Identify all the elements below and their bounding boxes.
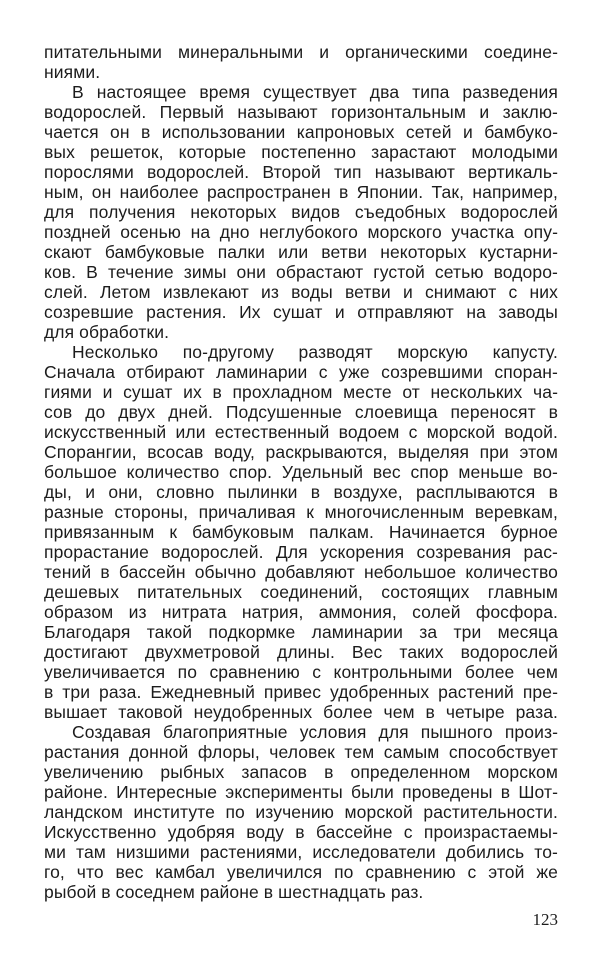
paragraph-first-line: Создавая благоприятные условия для пышного произ- [72,722,558,742]
text-line: вых решеток, которые постепенно зарастают молодыми [44,142,558,162]
text-line: созревшие растения. Их сушат и отправляют на заводы [44,302,558,322]
text-line: порослями водорослей. Второй тип называют вертикаль- [44,162,558,182]
text-line: ми там низшими растениями, исследователи добились то- [44,842,558,862]
text-line: образом из нитрата натрия, аммония, солей фосфора. [44,602,558,622]
text-line: ландском институте по изучению морской растительности. [44,802,558,822]
text-line: го, что вес камбал увеличился по сравнению с этой же [44,862,558,882]
text-line: районе. Интересные эксперименты были проведены в Шот- [44,782,558,802]
text-line: гиями и сушат их в прохладном месте от нескольких ча- [44,382,558,402]
text-line: увеличению рыбных запасов в определенном морском [44,762,558,782]
text-line: тений в бассейн обычно добавляют небольшое количество [44,562,558,582]
text-line: поздней осенью на дно неглубокого морского участка опу- [44,222,558,242]
page-number: 123 [532,910,558,929]
text-line: сов до двух дней. Подсушенные слоевища переносят в [44,402,558,422]
text-line: вышает таковой неудобренных более чем в четыре раза. [44,702,558,722]
text-line: растания донной флоры, человек тем самым способствует [44,742,558,762]
text-line: ды, и они, словно пылинки в воздухе, расплываются в [44,482,558,502]
text-line: достигают двухметровой длины. Вес таких водорослей [44,642,558,662]
text-line: разные стороны, причаливая к многочисленным веревкам, [44,502,558,522]
text-line: увеличивается по сравнению с контрольными более чем [44,662,558,682]
paragraph-first-line: Несколько по-другому разводят морскую капусту. [72,342,558,362]
text-line: Сначала отбирают ламинарии с уже созревшими споран- [44,362,558,382]
text-line: большое количество спор. Удельный вес спор меньше во- [44,462,558,482]
text-line: слей. Летом извлекают из воды ветви и снимают с них [44,282,558,302]
text-line: Искусственно удобряя воду в бассейне с произрастаемы- [44,822,558,842]
text-line: рыбой в соседнем районе в шестнадцать раз. [44,882,424,902]
text-line: питательными минеральными и органическими соедине- [44,42,558,62]
text-line: искусственный или естественный водоем с морской водой. [44,422,558,442]
text-line: Благодаря такой подкормке ламинарии за три месяца [44,622,558,642]
text-line: привязанным к бамбуковым палкам. Начинается бурное [44,522,558,542]
text-line: в три раза. Ежедневный привес удобренных растений пре- [44,682,558,702]
text-line: ниями. [44,62,101,82]
paragraph-first-line: В настоящее время существует два типа разведения [72,82,558,102]
text-line: скают бамбуковые палки или ветви некоторых кустарни- [44,242,558,262]
text-line: водорослей. Первый называют горизонтальным и заклю- [44,102,558,122]
body-text [44,42,558,902]
text-line: Спорангии, всосав воду, раскрываются, выделяя при этом [44,442,558,462]
text-line: для получения некоторых видов съедобных водорослей [44,202,558,222]
text-line: прорастание водорослей. Для ускорения созревания рас- [44,542,558,562]
text-line: ков. В течение зимы они обрастают густой сетью водоро- [44,262,558,282]
text-line: ным, он наиболее распространен в Японии. Так, например, [44,182,558,202]
text-line: дешевых питательных соединений, состоящих главным [44,582,558,602]
text-line: для обработки. [44,322,170,342]
text-line: чается он в использовании капроновых сетей и бамбуко- [44,122,558,142]
